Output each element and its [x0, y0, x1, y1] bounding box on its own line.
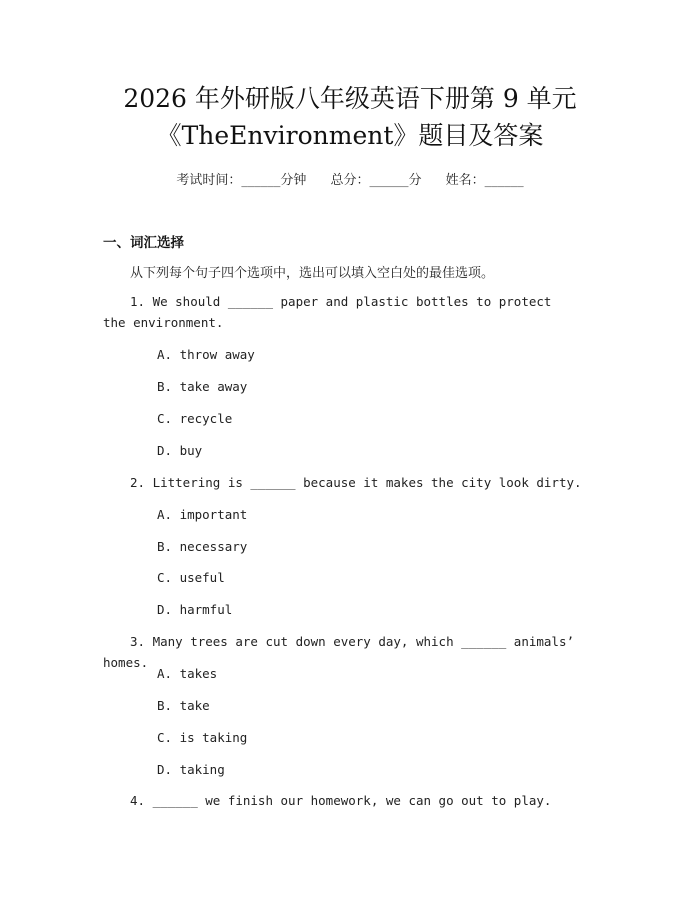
question-2-option-b: B. necessary: [157, 539, 248, 554]
question-3-option-c: C. is taking: [157, 730, 248, 745]
section-instruction: 从下列每个句子四个选项中，选出可以填入空白处的最佳选项。: [130, 266, 495, 281]
question-2-option-a: A. important: [157, 507, 248, 522]
section-heading: 一、词汇选择: [103, 235, 184, 251]
question-2-option-c: C. useful: [157, 570, 225, 585]
page-title-line1: 2026 年外研版八年级英语下册第 9 单元: [123, 84, 577, 113]
question-3: 3. Many trees are cut down every day, which ______ animals’ homes.: [103, 634, 575, 670]
question-3-option-b: B. take: [157, 698, 210, 713]
question-2: 2. Littering is ______ because it makes the city look dirty.: [130, 475, 582, 490]
question-1-option-c: C. recycle: [157, 411, 233, 426]
question-1-option-b: B. take away: [157, 379, 248, 394]
question-4: 4. ______ we finish our homework, we can go out to play.: [130, 793, 552, 808]
question-3-option-a: A. takes: [157, 666, 218, 681]
exam-time-field: 考试时间：______分钟: [176, 173, 307, 188]
page-title-line2: 《TheEnvironment》题目及答案: [156, 121, 544, 150]
question-2-option-d: D. harmful: [157, 602, 233, 617]
exam-meta: [0, 169, 700, 188]
exam-score-field: 总分：______分: [330, 173, 422, 188]
question-1-option-a: A. throw away: [157, 347, 255, 362]
question-1-option-d: D. buy: [157, 443, 203, 458]
question-3-option-d: D. taking: [157, 762, 225, 777]
student-name-field: 姓名：______: [445, 173, 524, 188]
question-1: 1. We should ______ paper and plastic bottles to protect the environment.: [103, 294, 552, 330]
